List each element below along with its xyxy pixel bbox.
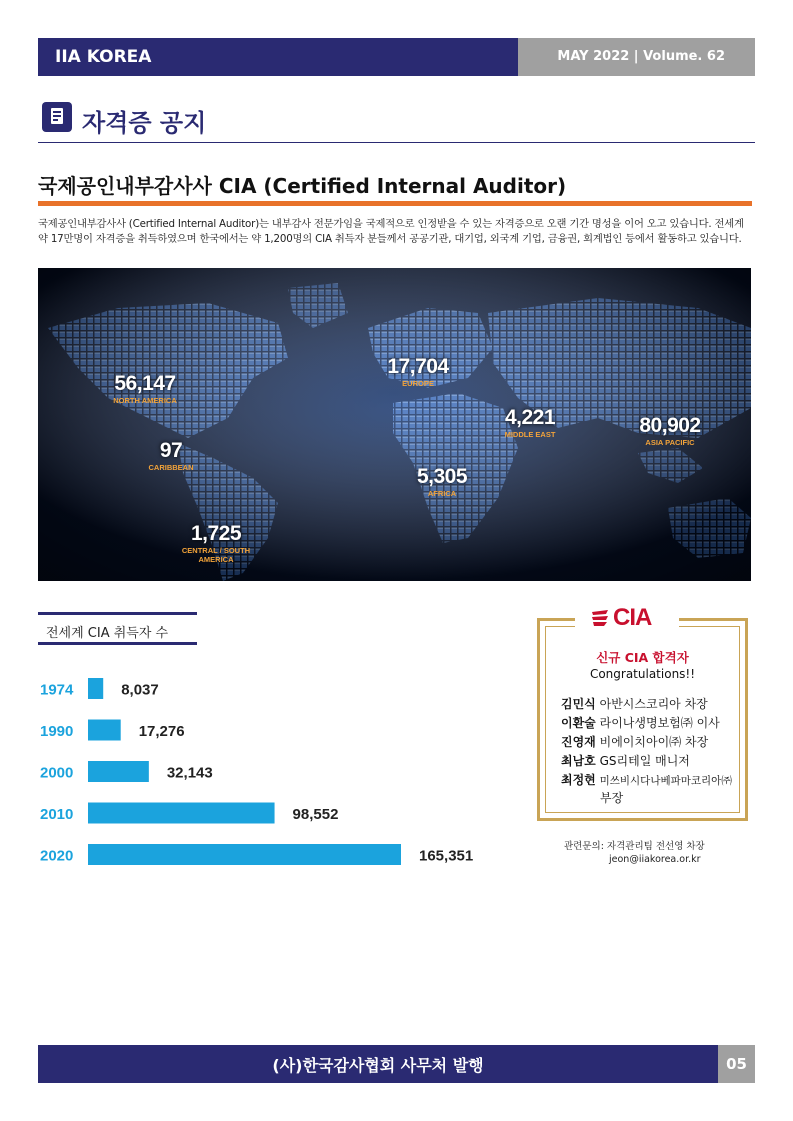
bar bbox=[88, 803, 275, 824]
cia-logo-icon bbox=[590, 608, 612, 628]
bar-value-label: 98,552 bbox=[292, 806, 339, 823]
world-map-image bbox=[38, 268, 751, 581]
bar-category-label: 2000 bbox=[40, 764, 74, 782]
contact-email: jeon@iiakorea.or.kr bbox=[609, 854, 701, 865]
new-passers-heading: 신규 CIA 합격자 bbox=[596, 650, 689, 665]
passer-detail: 미쓰비시다나베파마코리아㈜ bbox=[599, 775, 732, 787]
passer-entry bbox=[561, 695, 708, 712]
passer-name: 최정현 bbox=[561, 773, 596, 787]
region-value: 56,147 bbox=[114, 372, 176, 395]
passer-entry bbox=[561, 733, 708, 750]
region-value: 80,902 bbox=[639, 414, 701, 437]
region-name: CARIBBEAN bbox=[148, 463, 194, 472]
article-title: 국제공인내부감사사 CIA (Certified Internal Auditor) bbox=[38, 174, 567, 198]
bar-value-label: 8,037 bbox=[121, 681, 159, 699]
contact-line: 관련문의: 자격관리팀 전선영 차장 bbox=[564, 841, 705, 852]
document-icon bbox=[42, 102, 72, 132]
region-value: 17,704 bbox=[387, 355, 449, 378]
region-value: 5,305 bbox=[416, 465, 468, 488]
map-region-europe bbox=[378, 355, 458, 388]
passer-detail: 아반시스코리아 차장 bbox=[599, 697, 708, 711]
map-region-north-america bbox=[90, 372, 200, 405]
map-region-asia-pacific bbox=[630, 414, 710, 447]
page-number: 05 bbox=[726, 1055, 747, 1073]
cia-logo-text: CIA bbox=[613, 604, 652, 631]
passer-entry bbox=[561, 714, 720, 731]
passer-name: 김민식 bbox=[561, 697, 596, 711]
passer-entry bbox=[561, 752, 690, 769]
map-region-central-south-america bbox=[176, 522, 256, 564]
header-bar-left bbox=[38, 38, 518, 76]
section-divider bbox=[38, 142, 755, 143]
page-number-box bbox=[718, 1045, 755, 1083]
bar-category-label: 2020 bbox=[40, 847, 74, 865]
map-region-caribbean bbox=[136, 439, 206, 472]
bar-category-label: 1974 bbox=[40, 681, 74, 699]
passer-name: 최남호 bbox=[561, 754, 596, 768]
region-name: EUROPE bbox=[402, 379, 434, 388]
region-value: 97 bbox=[159, 439, 183, 462]
passer-name: 진영재 bbox=[561, 735, 596, 749]
region-name: AFRICA bbox=[427, 489, 457, 498]
article-intro: 국제공인내부감사사 (Certified Internal Auditor)는 내부감사 전문가임을 국제적으로 인정받을 수 있는 자격증으로 오랜 기간 명성을 이어 오고 있습니다. 전세계 약 17만명이 자격증을 취득하였으며 한국에서는 약 1,200명의 CIA 취득자 분들께서 공공기관, 대기업, 외국계 기업, 금융권, 회계법인 등에서 활동하고 있습니다. bbox=[38, 218, 744, 245]
region-value: 4,221 bbox=[504, 406, 556, 429]
chart-title-bottom-rule bbox=[38, 642, 197, 645]
region-name: ASIA PACIFIC bbox=[645, 438, 695, 447]
issue-label: MAY 2022 | Volume. 62 bbox=[557, 49, 725, 64]
bar-value-label: 17,276 bbox=[138, 723, 185, 740]
bar bbox=[88, 761, 149, 782]
map-region-middle-east bbox=[490, 406, 570, 439]
chart-title: 전세계 CIA 취득자 수 bbox=[46, 626, 169, 641]
bar bbox=[88, 720, 121, 741]
passer-name: 이환술 bbox=[561, 716, 596, 730]
bar-value-label: 165,351 bbox=[419, 847, 474, 865]
cia-holders-bar-chart bbox=[38, 672, 498, 872]
bar bbox=[88, 844, 401, 865]
chart-title-top-rule bbox=[38, 612, 197, 615]
passer-detail: 라이나생명보험㈜ 이사 bbox=[599, 716, 720, 730]
bar bbox=[88, 678, 103, 699]
title-underline bbox=[38, 201, 752, 206]
bar-category-label: 1990 bbox=[40, 723, 74, 740]
passer-detail-continued: 부장 bbox=[600, 791, 624, 805]
bar-category-label: 2010 bbox=[40, 806, 74, 823]
region-name: MIDDLE EAST bbox=[504, 430, 556, 439]
bar-value-label: 32,143 bbox=[166, 764, 213, 782]
section-title: 자격증 공지 bbox=[82, 109, 207, 137]
region-name: CENTRAL / SOUTH AMERICA bbox=[181, 546, 251, 564]
org-name: IIA KOREA bbox=[55, 47, 152, 67]
region-name: NORTH AMERICA bbox=[113, 396, 177, 405]
passer-detail: GS리테일 매니저 bbox=[599, 754, 690, 768]
footer-bar bbox=[38, 1045, 718, 1083]
header-bar-right bbox=[518, 38, 755, 76]
congratulations-text: Congratulations!! bbox=[589, 667, 696, 681]
passer-detail: 비에이치아이㈜ 차장 bbox=[599, 735, 709, 749]
map-region-africa bbox=[402, 465, 482, 498]
region-value: 1,725 bbox=[190, 522, 242, 545]
publisher-label: (사)한국감사협회 사무처 발행 bbox=[272, 1056, 484, 1075]
passer-entry bbox=[561, 771, 732, 788]
